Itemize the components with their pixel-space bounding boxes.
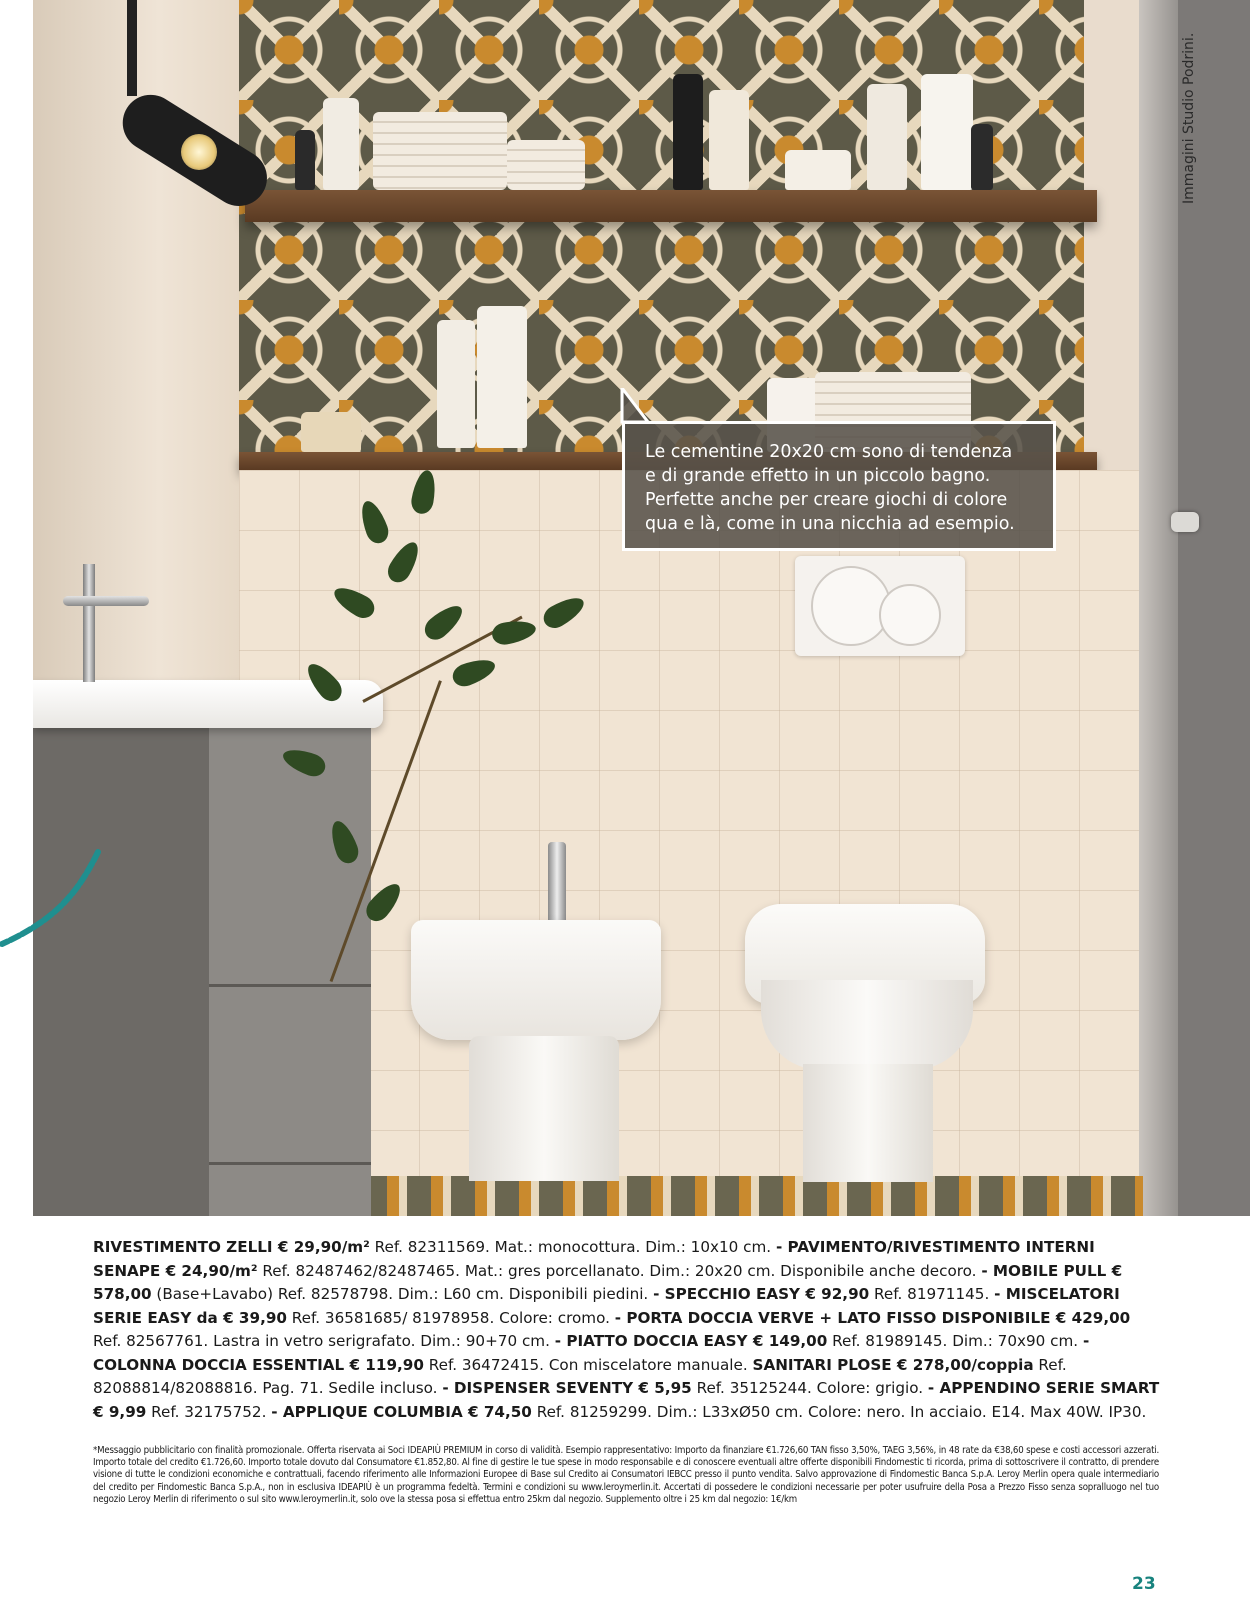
product-name: - APPENDINO SERIE SMART € 9,99 [93,1379,1160,1421]
cream-jar [785,150,851,190]
flush-button-large [811,566,891,646]
product-detail: Ref. 81971145. [869,1285,995,1303]
product-name: SANITARI PLOSE € 278,00/coppia [752,1355,1034,1374]
bidet [411,920,661,1040]
callout-box [622,421,1056,551]
small-dark-bottle [971,124,993,190]
folded-towels-small [507,140,585,190]
product-name: - SPECCHIO EASY € 92,90 [653,1285,870,1303]
drawer-divider [209,984,371,987]
product-detail: Ref. 82088814/82088816. Pag. 71. Sedile incluso. [93,1355,1067,1397]
flush-button-small [879,584,941,646]
legal-disclaimer: *Messaggio pubblicitario con finalità promozionale. Offerta riservata ai Soci IDEAPIÙ PREMIUM in corso di validità. Esempio rappresentativo: Importo da finanziare €1.726,60 TAN fisso 3,50%, TAEG 3,56%, in 48 rate da €38,60 spese e costi accessori azzerati. Importo totale del credito €1.726,60. Importo totale dovuto dal Consumatore €1.852,80. Al fine di gestire le tue spese in modo responsabile e di conoscere eventuali altre offerte disponibili Findomestic ti ricorda, prima di sottoscrivere il contratto, di prendere visione di tutte le condizioni economiche e contrattuali, facendo riferimento alle Informazioni Europee di Base sul Credito ai Consumatori IEBCC presso il punto vendita. Salvo approvazione di Findomestic Banca S.p.A. Leroy Merlin opera quale intermediario del credito per Findomestic Banca S.p.A., non in esclusiva IDEAPIÙ è un programma fedeltà. Termini e condizioni su www.leroymerlin.it. Accertati di possedere le condizioni necessarie per poter usufruire della Posa a Prezzo Fisso senza sopralluogo nel tuo negozio Leroy Merlin di riferimento o sul sito www.leroymerlin.it, solo ove la stessa posa si effettua entro 25km dal negozio. Supplemento oltre i 25 km dal negozio: 1€/km [93,1445,1159,1505]
product-detail: Ref. 82487462/82487465. Mat.: gres porcellanato. Dim.: 20x20 cm. Disponibile anche decoro. [257,1261,982,1280]
faucet-spout [63,596,149,606]
toilet-pedestal [803,1064,933,1182]
product-name: - COLONNA DOCCIA ESSENTIAL € 119,90 [93,1332,1090,1374]
lamp-cable [127,0,137,96]
black-bottle [673,74,703,190]
door-handle [1171,512,1199,532]
product-detail: Ref. 82567761. Lastra in vetro serigrafato. Dim.: 90+70 cm. [93,1332,555,1350]
bidet-pedestal [469,1036,619,1181]
dark-jar [295,130,315,190]
folded-towels [373,112,507,190]
product-name: - PORTA DOCCIA VERVE + LATO FISSO DISPONIBILE € 429,00 [614,1308,1131,1327]
product-detail: Ref. 36581685/ 81978958. Colore: cromo. [286,1308,615,1327]
wall-tiles [239,470,1139,1190]
callout-pointer-shape [588,388,650,424]
lamp-bulb [181,134,217,170]
flush-plate [795,556,965,656]
product-name: - MOBILE PULL € 578,00 [93,1261,1123,1303]
cream-bottle [323,98,359,190]
patterned-floor [363,1176,1143,1216]
photo-credit: Immagini Studio Podrini. [1181,32,1197,204]
product-details [93,1236,1163,1424]
product-detail: Ref. 82311569. Mat.: monocottura. Dim.: 10x10 cm. [369,1238,776,1256]
drawer-divider [209,1162,371,1165]
product-name: - APPLIQUE COLUMBIA € 74,50 [271,1402,532,1421]
product-detail: Ref. 35125244. Colore: grigio. [691,1379,928,1397]
callout-text: Le cementine 20x20 cm sono di tendenza e di grande effetto in un piccolo bagno. Perfette anche per creare giochi di colore qua e là, come in una nicchia ad esempio. [645,442,1015,534]
bidet-tap [548,842,566,930]
body-scrub-jar [301,412,361,452]
lotion-bottle [709,90,749,190]
toilet-bowl [761,980,973,1070]
product-name: RIVESTIMENTO ZELLI € 29,90/m² [93,1238,370,1256]
soap-bottle [437,320,475,448]
faucet [83,564,95,682]
product-name: - DISPENSER SEVENTY € 5,95 [442,1379,692,1397]
product-detail: Ref. 36472415. Con miscelatore manuale. [423,1355,753,1374]
lotion-pump-bottle [477,306,527,448]
teal-brush-stroke [0,848,104,948]
product-detail: Ref. 32175752. [146,1402,272,1421]
top-shelf [245,190,1097,222]
bathroom-photo [33,0,1250,1216]
product-detail: Ref. 81989145. Dim.: 70x90 cm. [827,1332,1083,1350]
product-detail: Ref. 81259299. Dim.: L33xØ50 cm. Colore: nero. In acciaio. E14. Max 40W. IP30. [531,1402,1147,1421]
page-number: 23 [1132,1574,1156,1594]
product-detail: (Base+Lavabo) Ref. 82578798. Dim.: L60 cm. Disponibili piedini. [151,1285,654,1303]
product-name: - PIATTO DOCCIA EASY € 149,00 [554,1332,828,1350]
product-name: - PAVIMENTO/RIVESTIMENTO INTERNI SENAPE € 24,90/m² [93,1238,1095,1280]
product-name: - MISCELATORI SERIE EASY da € 39,90 [93,1285,1120,1327]
white-bottle [921,74,973,190]
vanity-cabinet [33,722,371,1216]
pump-bottle [867,84,907,190]
